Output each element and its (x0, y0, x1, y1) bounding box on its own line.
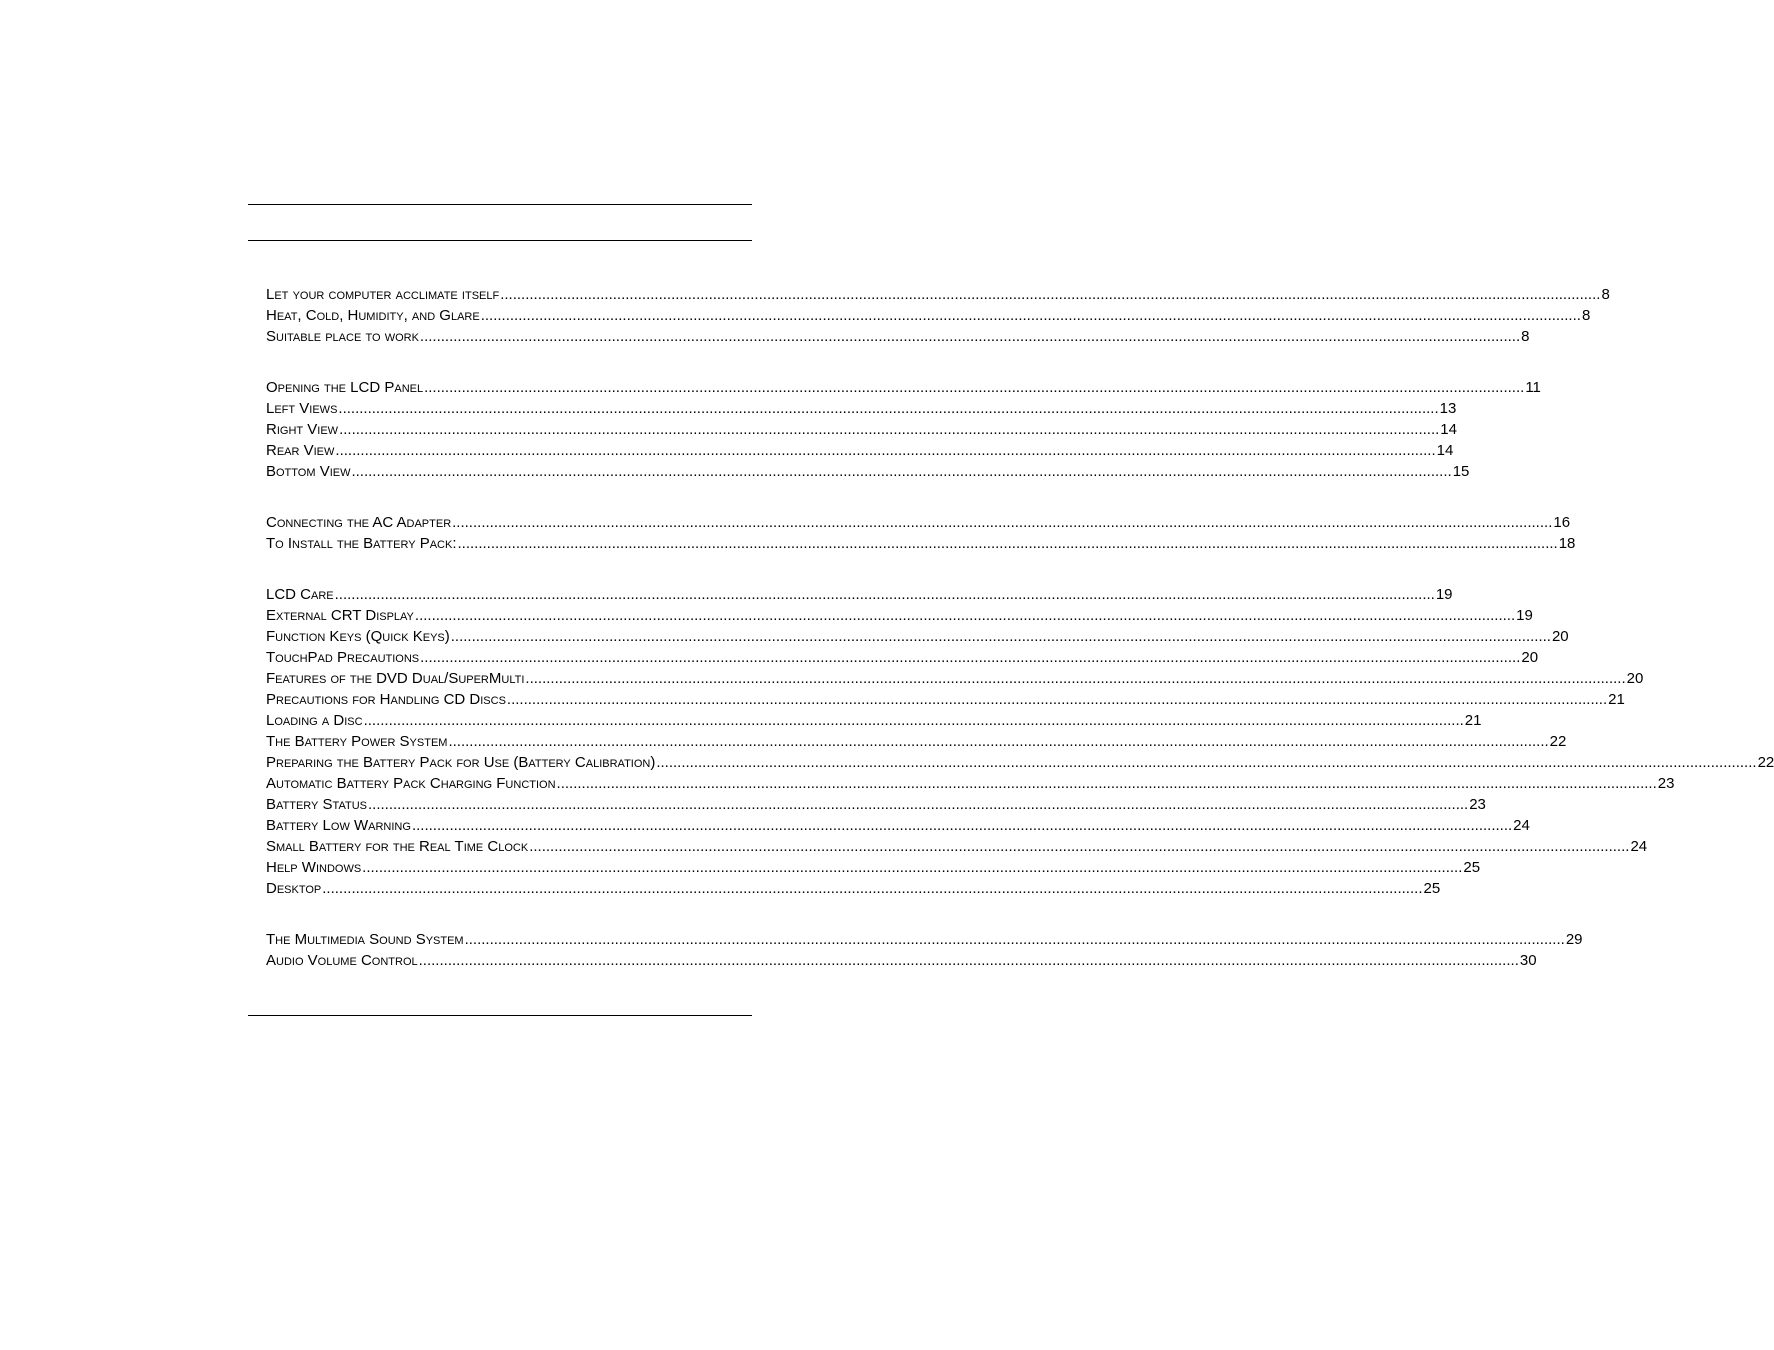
toc-entry[interactable] (266, 752, 1774, 773)
toc-entry-page: 13 (1439, 400, 1457, 417)
dot-leader (500, 284, 1600, 305)
toc-entry[interactable] (266, 326, 1530, 347)
toc-entry-page: 11 (1525, 379, 1541, 396)
toc-entry-page: 14 (1436, 442, 1454, 459)
toc-entry[interactable] (266, 377, 1541, 398)
table-of-contents (266, 284, 1774, 971)
dot-leader (656, 752, 1756, 773)
toc-entry[interactable] (266, 689, 1625, 710)
dot-leader (458, 533, 1558, 554)
toc-entry[interactable] (266, 533, 1576, 554)
toc-entry-title: Precautions for Handling CD Discs (266, 691, 506, 708)
toc-entry[interactable] (266, 440, 1454, 461)
dot-leader (465, 929, 1565, 950)
dot-leader (507, 689, 1607, 710)
dot-leader (338, 398, 1438, 419)
toc-entry[interactable] (266, 950, 1537, 971)
dot-leader (557, 773, 1657, 794)
toc-entry-title: TouchPad Precautions (266, 649, 420, 666)
dot-leader (452, 512, 1552, 533)
header-rule-lower (248, 240, 752, 241)
toc-entry-title: The Multimedia Sound System (266, 931, 464, 948)
toc-entry[interactable] (266, 815, 1530, 836)
toc-entry-page: 22 (1757, 754, 1774, 771)
toc-entry-title: Battery Low Warning (266, 817, 411, 834)
toc-entry-page: 20 (1626, 670, 1644, 687)
toc-entry-page: 29 (1565, 931, 1583, 948)
toc-entry[interactable] (266, 773, 1675, 794)
dot-leader (420, 326, 1520, 347)
dot-leader (368, 794, 1468, 815)
dot-leader (419, 950, 1519, 971)
toc-entry-title: Small Battery for the Real Time Clock (266, 838, 529, 855)
toc-entry-title: Suitable place to work (266, 328, 419, 345)
dot-leader (448, 731, 1548, 752)
toc-entry-title: Features of the DVD Dual/SuperMulti (266, 670, 525, 687)
toc-entry[interactable] (266, 584, 1453, 605)
dot-leader (335, 584, 1435, 605)
dot-leader (364, 710, 1464, 731)
dot-leader (339, 419, 1439, 440)
toc-entry[interactable] (266, 710, 1482, 731)
dot-leader (415, 605, 1515, 626)
toc-entry[interactable] (266, 461, 1470, 482)
toc-entry[interactable] (266, 731, 1567, 752)
toc-group (266, 584, 1774, 899)
toc-entry-title: Heat, Cold, Humidity, and Glare (266, 307, 480, 324)
toc-entry-page: 25 (1423, 880, 1441, 897)
toc-entry-title: Left Views (266, 400, 338, 417)
toc-entry-page: 21 (1608, 691, 1625, 708)
toc-entry-title: Function Keys (Quick Keys) (266, 628, 450, 645)
toc-entry-page: 23 (1657, 775, 1675, 792)
toc-entry-title: Desktop (266, 880, 322, 897)
toc-group (266, 512, 1576, 554)
toc-entry-page: 23 (1469, 796, 1486, 813)
toc-entry-page: 18 (1558, 535, 1576, 552)
dot-leader (351, 461, 1451, 482)
toc-entry-page: 19 (1516, 607, 1533, 624)
toc-entry-page: 8 (1521, 328, 1530, 345)
toc-entry-title: Help Windows (266, 859, 362, 876)
toc-entry-title: LCD Care (266, 586, 334, 603)
dot-leader (451, 626, 1551, 647)
toc-entry-page: 14 (1440, 421, 1457, 438)
toc-group (266, 929, 1583, 971)
toc-entry[interactable] (266, 398, 1457, 419)
toc-entry[interactable] (266, 668, 1644, 689)
toc-entry[interactable] (266, 878, 1441, 899)
toc-entry-title: External CRT Display (266, 607, 414, 624)
toc-entry-page: 8 (1581, 307, 1591, 324)
toc-entry-title: Battery Status (266, 796, 367, 813)
toc-entry-page: 19 (1435, 586, 1453, 603)
dot-leader (525, 668, 1625, 689)
toc-entry-page: 30 (1519, 952, 1537, 969)
toc-entry-page: 25 (1463, 859, 1481, 876)
dot-leader (424, 377, 1524, 398)
toc-entry-title: To Install the Battery Pack: (266, 535, 457, 552)
toc-entry[interactable] (266, 419, 1457, 440)
toc-entry-page: 24 (1513, 817, 1530, 834)
toc-entry[interactable] (266, 857, 1481, 878)
dot-leader (420, 647, 1520, 668)
toc-entry-page: 16 (1553, 514, 1571, 531)
toc-entry-page: 8 (1601, 286, 1610, 303)
toc-entry[interactable] (266, 647, 1539, 668)
toc-group (266, 377, 1541, 482)
toc-entry-title: Opening the LCD Panel (266, 379, 424, 396)
toc-entry-title: Bottom View (266, 463, 351, 480)
toc-entry-page: 22 (1549, 733, 1567, 750)
toc-entry-page: 20 (1551, 628, 1569, 645)
dot-leader (322, 878, 1422, 899)
header-rule-upper (248, 204, 752, 205)
toc-entry-page: 20 (1521, 649, 1539, 666)
toc-entry[interactable] (266, 605, 1533, 626)
toc-entry[interactable] (266, 929, 1583, 950)
dot-leader (529, 836, 1629, 857)
toc-entry-page: 24 (1630, 838, 1648, 855)
footer-rule (248, 1015, 752, 1016)
toc-entry[interactable] (266, 512, 1571, 533)
toc-entry[interactable] (266, 794, 1486, 815)
toc-entry[interactable] (266, 284, 1610, 305)
dot-leader (481, 305, 1581, 326)
toc-entry[interactable] (266, 626, 1569, 647)
toc-entry-title: Let your computer acclimate itself (266, 286, 500, 303)
toc-entry-title: Loading a Disc (266, 712, 363, 729)
toc-group (266, 284, 1610, 347)
dot-leader (362, 857, 1462, 878)
toc-entry-title: Audio Volume Control (266, 952, 418, 969)
dot-leader (412, 815, 1512, 836)
toc-entry-page: 21 (1464, 712, 1482, 729)
toc-entry-title: Connecting the AC Adapter (266, 514, 452, 531)
toc-entry-title: Rear View (266, 442, 335, 459)
dot-leader (335, 440, 1435, 461)
toc-entry-page: 15 (1452, 463, 1470, 480)
toc-entry-title: The Battery Power System (266, 733, 448, 750)
toc-entry-title: Right View (266, 421, 339, 438)
toc-entry-title: Preparing the Battery Pack for Use (Battery Calibration) (266, 754, 656, 771)
toc-entry[interactable] (266, 305, 1591, 326)
toc-entry-title: Automatic Battery Pack Charging Function (266, 775, 556, 792)
toc-entry[interactable] (266, 836, 1648, 857)
